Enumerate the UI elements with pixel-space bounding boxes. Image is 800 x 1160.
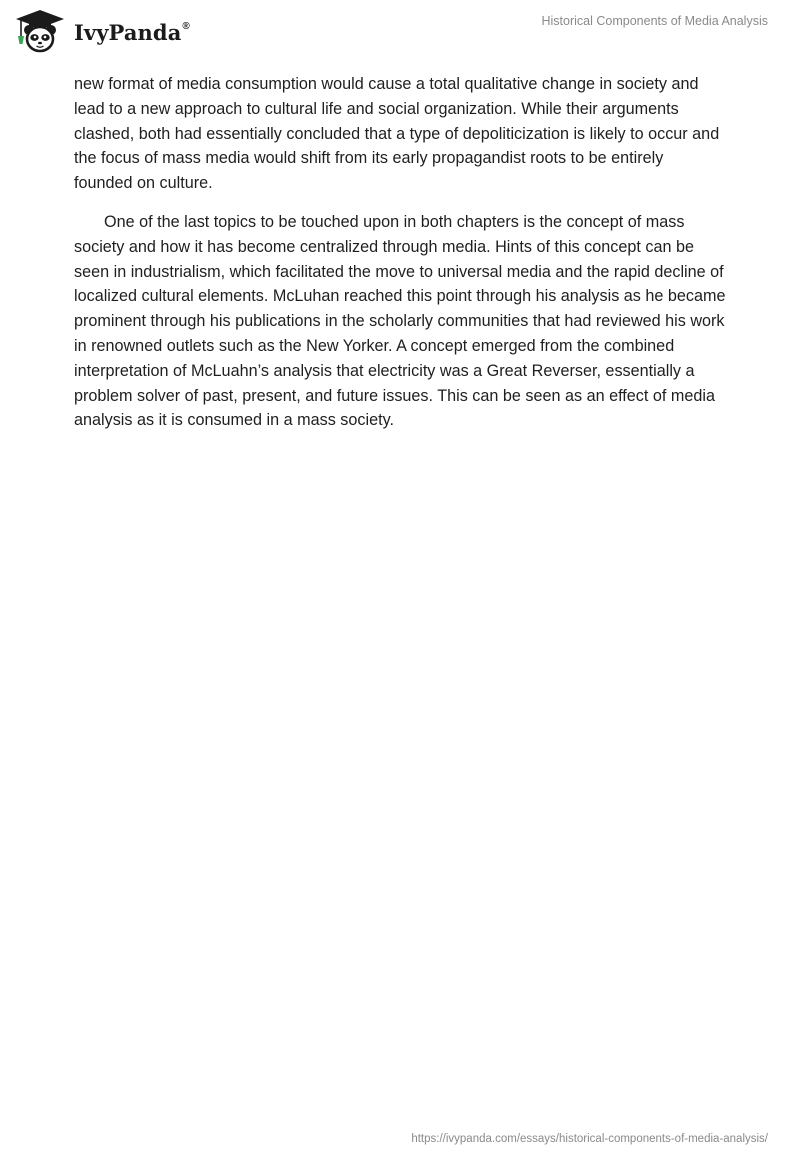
essay-body bbox=[74, 72, 726, 447]
panda-graduate-icon bbox=[14, 8, 66, 54]
source-url[interactable]: https://ivypanda.com/essays/historical-components-of-media-analysis/ bbox=[411, 1133, 768, 1145]
ivypanda-logo[interactable] bbox=[14, 8, 190, 54]
registered-mark: ® bbox=[182, 20, 190, 32]
paragraph-continued: new format of media consumption would cause a total qualitative change in society and lead to a new approach to cultural life and social organization. While their arguments clashed, both had essentially concluded that a type of depoliticization is likely to occur and the focus of mass media would shift from its early propagandist roots to be entirely founded on culture. bbox=[74, 75, 720, 193]
document-title: Historical Components of Media Analysis bbox=[541, 14, 768, 28]
brand-name: IvyPanda® bbox=[74, 19, 190, 45]
paragraph: One of the last topics to be touched upon in both chapters is the concept of mass society and how it has become centralized through media. Hints of this concept can be seen in industrialism, which facilitated the move to universal media and the rapid decline of localized cultural elements. McLuhan reached this point through his analysis as he became prominent through his publications in the scholarly communities that had reviewed his work in renowned outlets such as the New Yorker. A concept emerged from the combined interpretation of McLuahn’s analysis that electricity was a Great Reverser, essentially a problem solver of past, present, and future issues. This can be seen as an effect of media analysis as it is consumed in a mass society. bbox=[74, 212, 726, 430]
page-header bbox=[0, 0, 800, 60]
